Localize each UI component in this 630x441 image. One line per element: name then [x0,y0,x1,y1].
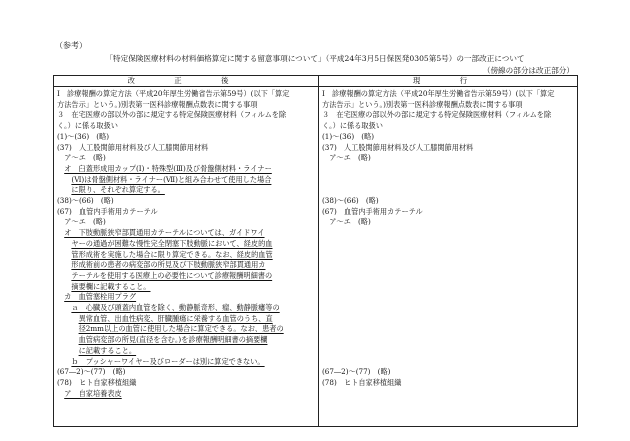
current-line [322,271,574,282]
revised-line: 管形成術を実施した場合に限り算定できる。なお、経皮的血管 [71,249,273,259]
current-line [322,175,574,186]
current-line [322,282,574,293]
current-line: (67―2)～(77) (略) [322,367,391,377]
current-line: (38)～(66) (略) [322,195,379,205]
revised-line: 異常血管、出血性病変、肝臓腫瘍に栄養する血管のうち、直 [78,313,273,323]
current-line: く。）に係る取扱い [322,121,383,131]
reference-label: （参考） [55,41,87,50]
revised-line: (38)～(66) (略) [57,196,114,206]
current-line: Ⅰ 診療報酬の算定方法（平成20年厚生労働省告示第59号）(以下「算定 [322,89,555,98]
underline-note: （傍線の部分は改正部分） [482,66,574,75]
current-line [322,314,574,325]
revised-line: オ 臼蓋形成用カップ(Ⅰ)・特殊型(Ⅲ)及び骨盤側材料・ライナー [64,163,272,173]
revised-line: テーテルを使用する医療上の必要性について診療報酬明細書の [71,270,273,280]
current-line [322,185,574,196]
revised-line: ｂ プッシャーワイヤー及びローダーは別に算定できない。 [71,356,265,366]
revised-line: に限り、それぞれ算定する。 [71,185,165,195]
current-line: 方法告示」という。)別表第一医科診療報酬点数表に関する事項 [322,99,523,109]
revised-line: 血管病変部の所見(直径を含む。)を診療報酬明細書の摘要欄 [78,335,268,345]
revised-line: く。）に係る取扱い [57,121,118,131]
current-line [322,303,574,314]
revised-line: ア 自家培養表皮 [64,388,122,398]
revised-line: 形成術前の患者の病変部の所見及び下肢動脈狭窄部貫通用カ [71,260,266,270]
current-line: (37) 人工股関節用材料及び人工膝関節用材料 [322,142,474,152]
revised-column [54,87,319,427]
revised-line: に記載すること。 [78,345,137,355]
current-line [322,356,574,367]
current-line [322,249,574,260]
current-line [322,164,574,175]
revised-line: (37) 人工股関節用材料及び人工膝関節用材料 [57,142,209,152]
revised-line: ヤーの通過が困難な慢性完全閉塞下肢動脈において、経皮的血 [71,238,273,248]
revised-line: オ 下肢動脈狭窄部貫通用カテーテルについては、ガイドワイ [64,228,265,238]
current-line [322,228,574,239]
current-line [322,346,574,357]
revised-line: (78) ヒト自家移植組織 [57,377,137,387]
current-line: (1)～(36) (略) [322,131,375,141]
current-line: (78) ヒト自家移植組織 [322,377,402,387]
current-line [322,239,574,250]
revised-line: 方法告示」という。)別表第一医科診療報酬点数表に関する事項 [57,99,258,109]
column-header-current: 現 行 [319,76,578,87]
column-header-revised: 改 正 後 [54,76,319,87]
revised-line: (67) 血管内手術用カテーテル [57,206,158,216]
current-line [322,335,574,346]
revised-line: (67―2)～(77) (略) [57,367,126,377]
revised-line: 径2mm以上の血管に使用した場合に算定できる。なお、患者の [78,324,284,334]
revised-line: 摘要欄に記載すること。 [71,281,151,291]
revised-line: ３ 在宅医療の部以外の部に規定する特定保険医療材料（フィルムを除 [57,110,287,120]
revised-line: ア～エ (略) [64,217,106,227]
revised-line: ａ 心臓及び頭蓋内血管を除く、動静脈奇形、瘤、動静脈瘻等の [71,303,280,313]
revised-line: Ⅰ 診療報酬の算定方法（平成20年厚生労働省告示第59号）(以下「算定 [57,89,290,98]
revised-line: (1)～(36) (略) [57,131,110,141]
comparison-table [53,75,578,427]
current-line: ア～エ (略) [329,217,371,227]
revised-line: (Ⅵ)は骨盤側材料・ライナー(Ⅶ)と組み合わせて使用した場合 [71,174,272,184]
current-line [322,324,574,335]
current-line: ３ 在宅医療の部以外の部に規定する特定保険医療材料（フィルムを除 [322,110,552,120]
current-column [319,87,578,427]
revised-line: カ 血管塞栓用プラグ [64,292,137,302]
current-line [322,388,574,399]
document-title: 「特定保険医療材料の材料価格算定に関する留意事項について」（平成24年3月5日保医発0305第5号）の一部改正について [105,54,525,63]
current-line: ア～エ (略) [329,153,371,163]
revised-line: ア～エ (略) [64,153,106,163]
current-line [322,260,574,271]
current-line [322,292,574,303]
current-line: (67) 血管内手術用カテーテル [322,206,423,216]
